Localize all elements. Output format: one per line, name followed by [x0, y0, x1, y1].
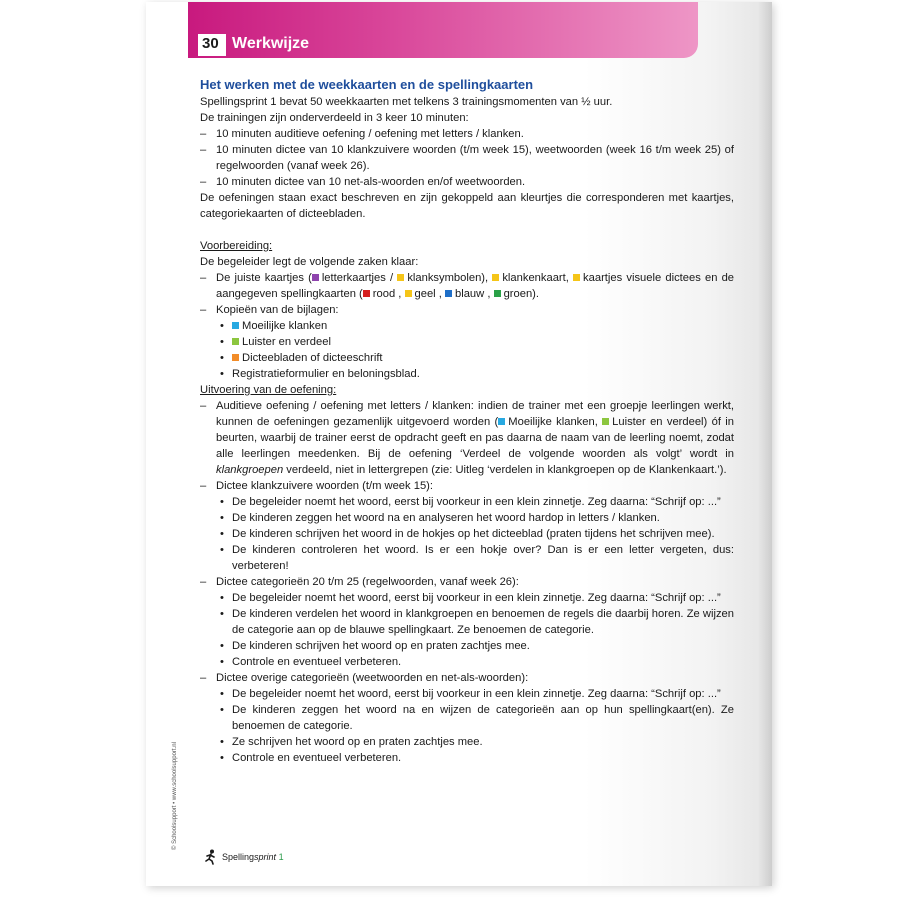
intro-line-1: Spellingsprint 1 bevat 50 weekkaarten met telkens 3 trainingsmomenten van ½ uur.: [200, 96, 613, 108]
bijlage-moeilijke: Moeilijke klanken: [242, 320, 328, 332]
bullet-marker: •: [220, 352, 224, 364]
list-item: • De kinderen zeggen het woord na en analyseren het woord hardop in letters / klanken.: [200, 510, 734, 526]
cyan-square-icon: [498, 418, 505, 425]
list-item: • De begeleider noemt het woord, eerst bij voorkeur in een klein zinnetje. Zeg daarna: “Schrijf op: ...”: [200, 494, 734, 510]
bullet-marker: •: [220, 656, 224, 668]
list-item: • De begeleider noemt het woord, eerst bij voorkeur in een klein zinnetje. Zeg daarna: “Schrijf op: ...”: [200, 686, 734, 702]
list-item: [200, 366, 734, 382]
page-content: [200, 76, 734, 766]
list-item: • De kinderen controleren het woord. Is er een hokje over? Dan is er een letter vergeten, dus: verbeteren!: [200, 542, 734, 574]
training-item-2: 10 minuten dictee van 10 klankzuivere woorden (t/m week 15), weetwoorden (week 16 t/m week 25) of regelwoorden (vanaf week 26).: [216, 144, 734, 172]
footer-brand: [204, 849, 284, 865]
list-item: • Controle en eventueel verbeteren.: [200, 750, 734, 766]
dash-marker: –: [200, 304, 207, 316]
chapter-title: Werkwijze: [232, 35, 310, 52]
dash-marker: –: [200, 576, 207, 588]
runner-logo-icon: [204, 849, 218, 865]
dash-marker: –: [200, 128, 207, 140]
dash-marker: –: [200, 272, 207, 284]
lime-square-icon: [602, 418, 609, 425]
bullet-marker: •: [220, 688, 224, 700]
bullet-marker: •: [220, 368, 224, 380]
bullet-marker: •: [220, 736, 224, 748]
list-item: • De kinderen verdelen het woord in klankgroepen en benoemen de regels die daarbij horen. Ze wijzen de categorie aan op de blauwe spellingkaart. Ze benoemen de categorie.: [200, 606, 734, 638]
section-title: Het werken met de weekkaarten en de spellingkaarten: [200, 77, 534, 92]
blue-square-icon: [445, 290, 452, 297]
dash-marker: –: [200, 672, 207, 684]
bijlage-dictee: Dicteebladen of dicteeschrift: [242, 352, 383, 364]
bullet-marker: •: [220, 496, 224, 508]
auditieve-oefening: Auditieve oefening / oefening met letters / klanken: indien de trainer met een groepje leerlingen werkt, kunnen de oefeningen gezamenlijk uitgevoerd worden ( Moeilijke klanken, Luister en verdeel) óf in beurten, waarbij de trainer eerst de opdracht geeft en pas daarna de naam van de leerling noemt, zodat alle leerlingen meedenken. Bij de oefening ‘Verdeel de volgende woorden als volgt’ wordt in klankgroepen verdeeld, niet in lettergrepen (zie: Uitleg ‘verdelen in klankgroepen op de Klankenkaart.’).: [216, 400, 734, 476]
yellow-square-icon: [492, 274, 499, 281]
document-page: [146, 2, 772, 886]
voorbereiding-item-2: Kopieën van de bijlagen:: [216, 304, 339, 316]
list-item: [200, 302, 734, 318]
bullet-marker: •: [220, 544, 224, 556]
list-item: [200, 318, 734, 334]
uitvoering-heading: Uitvoering van de oefening:: [200, 384, 337, 396]
list-item: [200, 398, 734, 478]
training-item-1: 10 minuten auditieve oefening / oefening met letters / klanken.: [216, 128, 524, 140]
overige-title: Dictee overige categorieën (weetwoorden en net-als-woorden):: [216, 672, 529, 684]
list-item: [200, 142, 734, 174]
orange-square-icon: [232, 354, 239, 361]
dash-marker: –: [200, 144, 207, 156]
training-item-3: 10 minuten dictee van 10 net-als-woorden en/of weetwoorden.: [216, 176, 526, 188]
red-square-icon: [363, 290, 370, 297]
voorbereiding-intro: De begeleider legt de volgende zaken klaar:: [200, 256, 419, 268]
yellow-square-icon: [573, 274, 580, 281]
list-item: [200, 350, 734, 366]
list-item: [200, 126, 734, 142]
dash-marker: –: [200, 400, 207, 412]
list-item: • Ze schrijven het woord op en praten zachtjes mee.: [200, 734, 734, 750]
voorbereiding-heading: Voorbereiding:: [200, 240, 273, 252]
list-item: • De kinderen schrijven het woord in de hokjes op het dicteeblad (praten tijdens het schrijven mee).: [200, 526, 734, 542]
bullet-marker: •: [220, 752, 224, 764]
green-square-icon: [494, 290, 501, 297]
categorieen-title: Dictee categorieën 20 t/m 25 (regelwoorden, vanaf week 26):: [216, 576, 519, 588]
list-item: [200, 174, 734, 190]
footer-brand-text: Spellingsprint 1: [222, 852, 284, 862]
dash-marker: –: [200, 480, 207, 492]
list-item: • De kinderen schrijven het woord op en praten zachtjes mee.: [200, 638, 734, 654]
cyan-square-icon: [232, 322, 239, 329]
purple-square-icon: [312, 274, 319, 281]
page-number: 30: [202, 35, 219, 52]
bullet-marker: •: [220, 528, 224, 540]
list-item: [200, 478, 734, 494]
list-item: • De begeleider noemt het woord, eerst bij voorkeur in een klein zinnetje. Zeg daarna: “Schrijf op: ...”: [200, 590, 734, 606]
bijlage-registratie: Registratieformulier en beloningsblad.: [232, 368, 420, 380]
bijlage-luister: Luister en verdeel: [242, 336, 331, 348]
bullet-marker: •: [220, 640, 224, 652]
bullet-marker: •: [220, 320, 224, 332]
intro-end: De oefeningen staan exact beschreven en zijn gekoppeld aan kleurtjes die corresponderen met kaartjes, categoriekaarten of dicteebladen.: [200, 192, 734, 220]
bullet-marker: •: [220, 512, 224, 524]
copyright-side-text: © Schoolsupport • www.schoolsupport.nl: [172, 742, 178, 850]
lime-square-icon: [232, 338, 239, 345]
bullet-marker: •: [220, 336, 224, 348]
dash-marker: –: [200, 176, 207, 188]
list-item: • Controle en eventueel verbeteren.: [200, 654, 734, 670]
yellow-square-icon: [405, 290, 412, 297]
list-item: [200, 574, 734, 590]
intro-line-2: De trainingen zijn onderverdeeld in 3 keer 10 minuten:: [200, 112, 469, 124]
yellow-square-icon: [397, 274, 404, 281]
list-item: • De kinderen zeggen het woord na en wijzen de categorieën aan op hun spellingkaart(en). Ze benoemen de categorie.: [200, 702, 734, 734]
list-item: [200, 334, 734, 350]
bullet-marker: •: [220, 704, 224, 716]
page-shadow-edge: [758, 2, 772, 886]
bullet-marker: •: [220, 608, 224, 620]
list-item: [200, 670, 734, 686]
voorbereiding-item-1: De juiste kaartjes ( letterkaartjes / klanksymbolen), klankenkaart, kaartjes visuele dictees en de aangegeven spellingkaarten ( rood , geel , blauw , groen).: [216, 272, 735, 300]
list-item: [200, 270, 734, 302]
klankzuiver-title: Dictee klankzuivere woorden (t/m week 15):: [216, 480, 434, 492]
bullet-marker: •: [220, 592, 224, 604]
